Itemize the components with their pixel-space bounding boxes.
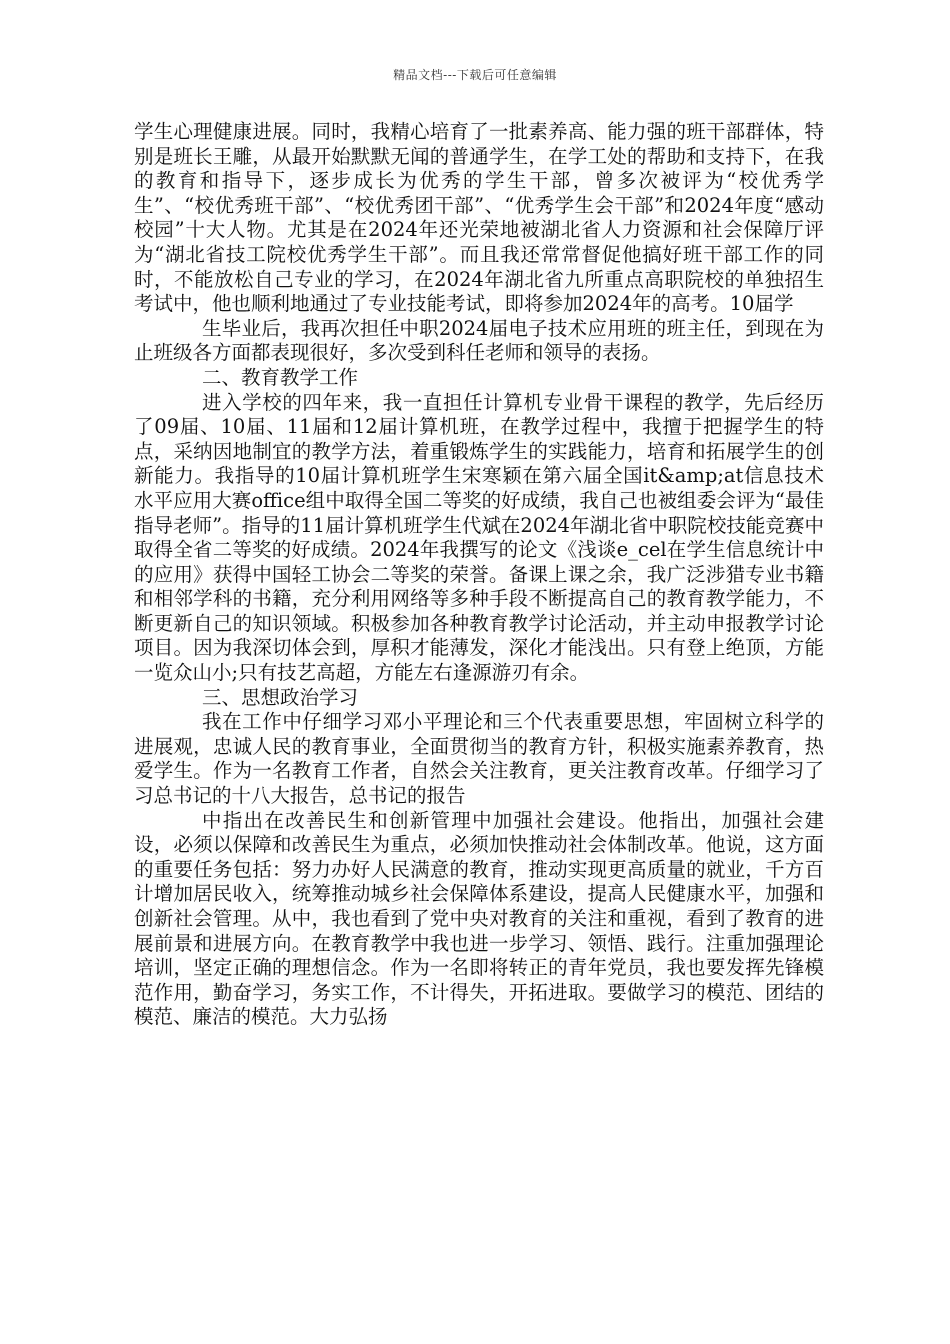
paragraph-social-construction: 中指出在改善民生和创新管理中加强社会建设。他指出，加强社会建设，必须以保障和改善民生为重点，必须加快推动社会体制改革。他说，这方面的重要任务包括：努力办好人民满意的教育，推动实现更高质量的就业，千方百计增加居民收入，统筹推动城乡社会保障体系建设，提高人民健康水平，加强和创新社会管理。从中，我也看到了党中央对教育的关注和重视，看到了教育的进展前景和进展方向。在教育教学中我也进一步学习、领悟、践行。注重加强理论培训，坚定正确的理想信念。作为一名即将转正的青年党员，我也要发挥先锋模范作用，勤奋学习，务实工作，不计得失，开拓进取。要做学习的模范、团结的模范、廉洁的模范。大力弘扬 <box>134 808 824 1029</box>
document-body <box>134 120 824 1030</box>
page-header: 精品文档---下载后可任意编辑 <box>393 68 557 82</box>
paragraph-graduation: 生毕业后，我再次担任中职2024届电子技术应用班的班主任，到现在为止班级各方面都表现很好，多次受到科任老师和领导的表扬。 <box>134 316 824 365</box>
paragraph-teaching-work: 进入学校的四年来，我一直担任计算机专业骨干课程的教学，先后经历了09届、10届、11届和12届计算机班，在教学过程中，我擅于把握学生的特点，采纳因地制宜的教学方法，着重锻炼学生的实践能力，培育和拓展学生的创新能力。我指导的10届计算机班学生宋寒颖在第六届全国it&amp;at信息技术水平应用大赛office组中取得全国二等奖的好成绩，我自己也被组委会评为“最佳指导老师”。指导的11届计算机班学生代斌在2024年湖北省中职院校技能竞赛中取得全省二等奖的好成绩。2024年我撰写的论文《浅谈e_cel在学生信息统计中的应用》获得中国轻工协会二等奖的荣誉。备课上课之余，我广泛涉猎专业书籍和相邻学科的书籍，充分利用网络等多种手段不断提高自己的教育教学能力，不断更新自己的知识领域。积极参加各种教育教学讨论活动，并主动申报教学讨论项目。因为我深切体会到，厚积才能薄发，深化才能浅出。只有登上绝顶，方能一览众山小;只有技艺高超，方能左右逢源游刃有余。 <box>134 390 824 685</box>
paragraph-class-management: 学生心理健康进展。同时，我精心培育了一批素养高、能力强的班干部群体，特别是班长王雕，从最开始默默无闻的普通学生，在学工处的帮助和支持下，在我的教育和指导下，逐步成长为优秀的学生干部，曾多次被评为“校优秀学生”、“校优秀班干部”、“校优秀团干部”、“优秀学生会干部”和2024年度“感动校园”十大人物。尤其是在2024年还光荣地被湖北省人力资源和社会保障厅评为“湖北省技工院校优秀学生干部”。而且我还常常督促他搞好班干部工作的同时，不能放松自己专业的学习，在2024年湖北省九所重点高职院校的单独招生考试中，他也顺利地通过了专业技能考试，即将参加2024年的高考。10届学 <box>134 120 824 316</box>
section-heading-teaching: 二、教育教学工作 <box>202 365 359 389</box>
section-heading-political-study: 三、思想政治学习 <box>202 685 359 709</box>
paragraph-political-study: 我在工作中仔细学习邓小平理论和三个代表重要思想，牢固树立科学的进展观，忠诚人民的教育事业，全面贯彻当的教育方针，积极实施素养教育，热爱学生。作为一名教育工作者，自然会关注教育，更关注教育改革。仔细学习了习总书记的十八大报告，总书记的报告 <box>134 710 824 808</box>
